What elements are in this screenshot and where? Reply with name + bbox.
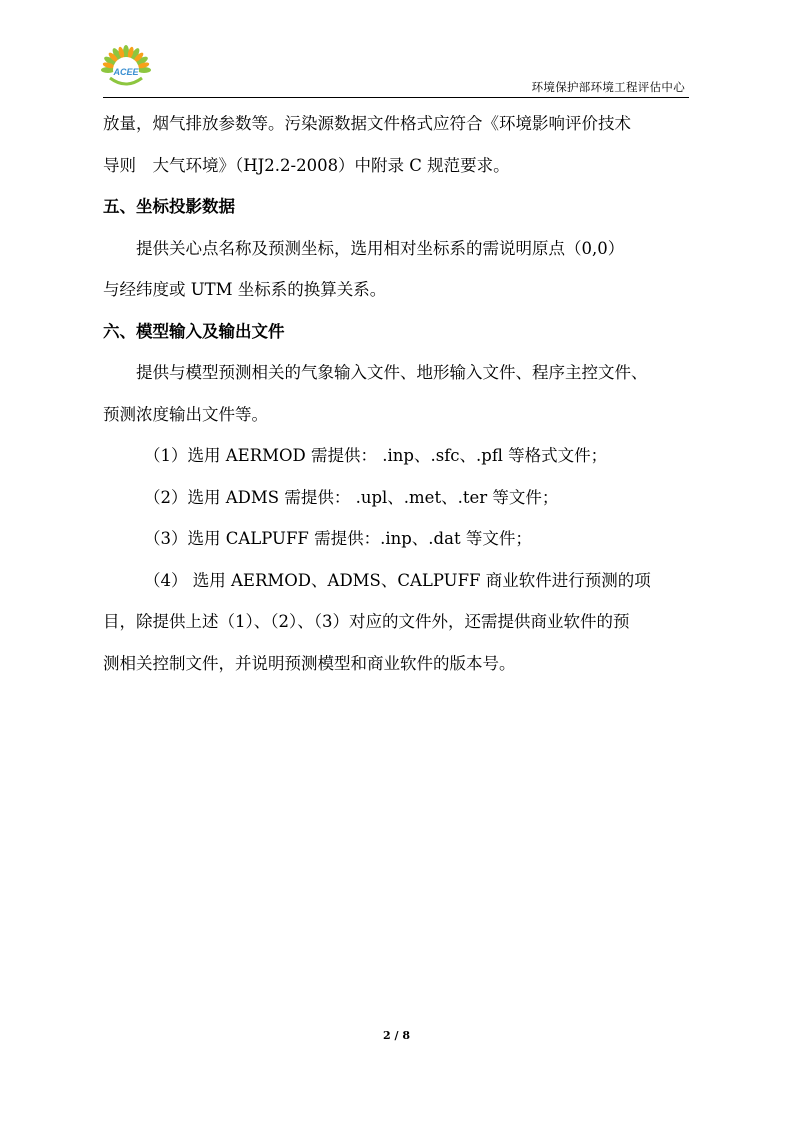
section-heading-5: 五、坐标投影数据 xyxy=(103,197,235,216)
page-number: 2 / 8 xyxy=(383,1029,410,1042)
section-heading-6: 六、模型输入及输出文件 xyxy=(103,321,285,341)
list-item: （1）选用 AERMOD 需提供： .inp、.sfc、.pfl 等格式文件； xyxy=(144,446,608,465)
list-item: （4） 选用 AERMOD、ADMS、CALPUFF 商业软件进行预测的项 xyxy=(144,570,651,590)
para-line: 预测浓度输出文件等。 xyxy=(103,404,268,424)
para-line: 测相关控制文件，并说明预测模型和商业软件的版本号。 xyxy=(103,653,516,673)
document-body xyxy=(103,103,691,684)
acee-logo xyxy=(100,44,152,94)
para-line: 放量，烟气排放参数等。污染源数据文件格式应符合《环境影响评价技术 xyxy=(103,114,631,133)
list-item: （2）选用 ADMS 需提供： .upl、.met、.ter 等文件； xyxy=(144,487,559,507)
list-item: （3）选用 CALPUFF 需提供：.inp、.dat 等文件； xyxy=(144,529,532,548)
header-organization: 环境保护部环境工程评估中心 xyxy=(531,80,685,94)
para-line: 提供关心点名称及预测坐标，选用相对坐标系的需说明原点（0,0） xyxy=(136,238,625,258)
para-line: 与经纬度或 UTM 坐标系的换算关系。 xyxy=(103,280,387,299)
para-line: 目，除提供上述（1）、（2）、（3）对应的文件外，还需提供商业软件的预 xyxy=(103,612,630,631)
logo-text: ACEE xyxy=(113,67,139,77)
header-divider xyxy=(103,97,689,98)
para-line: 导则 大气环境》（HJ2.2-2008）中附录 C 规范要求。 xyxy=(103,155,510,175)
para-line: 提供与模型预测相关的气象输入文件、地形输入文件、程序主控文件、 xyxy=(136,363,648,382)
